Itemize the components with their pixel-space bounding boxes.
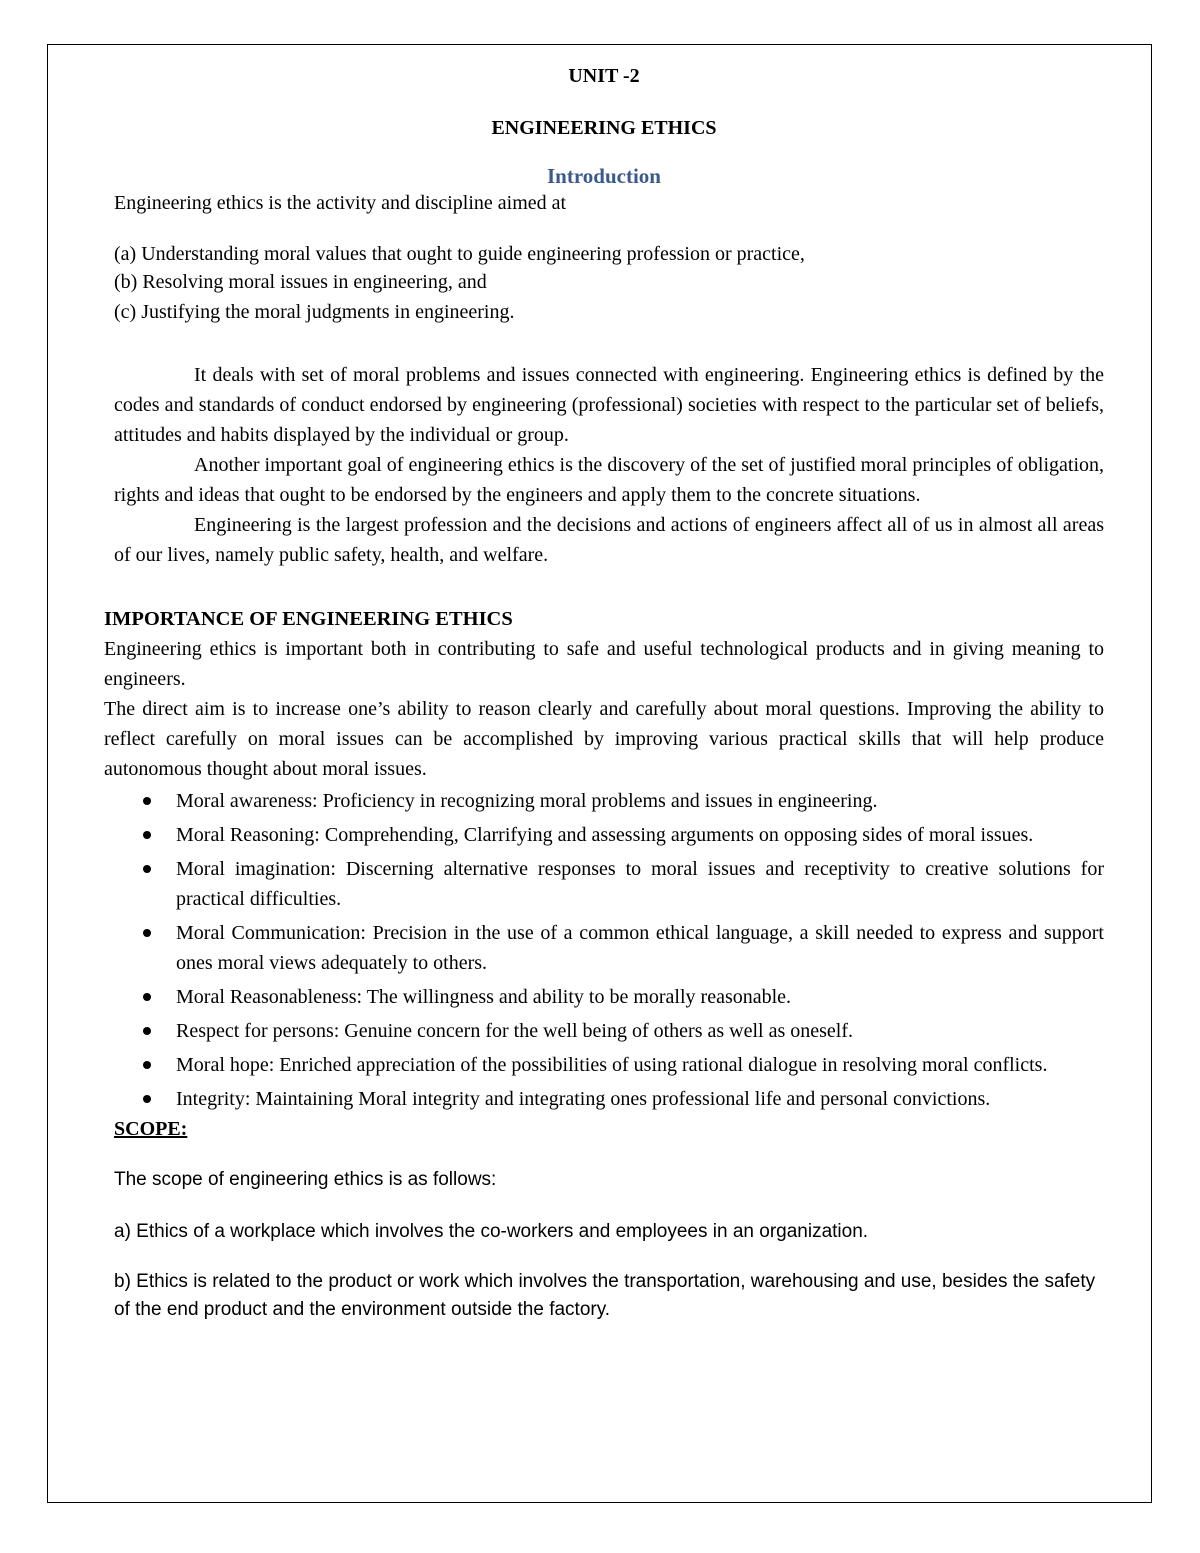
list-item [176, 820, 1104, 850]
importance-bullet-list [104, 786, 1104, 1114]
definition-item-b: (b) Resolving moral issues in engineering, and [114, 271, 487, 293]
intro-paragraph-3: Engineering is the largest profession and the decisions and actions of engineers affect all of us in almost all areas of our lives, namely public safety, health, and welfare. [114, 514, 1104, 566]
document-body [104, 56, 1104, 1324]
bullet-icon [143, 993, 151, 1001]
unit-title: UNIT -2 [568, 65, 640, 87]
definition-list [104, 240, 1104, 326]
list-item [176, 786, 1104, 816]
scope-heading: SCOPE: [114, 1118, 188, 1140]
bullet-icon [143, 1027, 151, 1035]
list-item [176, 1016, 1104, 1046]
bullet-icon [143, 831, 151, 839]
bullet-icon [143, 929, 151, 937]
scope-item-b: b) Ethics is related to the product or work which involves the transportation, warehousing and use, besides the safety of the end product and the environment outside the factory. [114, 1271, 1096, 1320]
bullet-icon [143, 1095, 151, 1103]
list-item [176, 982, 1104, 1012]
bullet-text: Moral imagination: Discerning alternative responses to moral issues and receptivity to creative solutions for practical difficulties. [176, 858, 1104, 910]
intro-paragraph-2: Another important goal of engineering ethics is the discovery of the set of justified moral principles of obligation, rights and ideas that ought to be endorsed by the engineers and apply them to the concrete situations. [114, 454, 1104, 506]
importance-heading: IMPORTANCE OF ENGINEERING ETHICS [104, 608, 513, 630]
list-item [176, 1050, 1104, 1080]
importance-paragraph-2: The direct aim is to increase one’s ability to reason clearly and carefully about moral questions. Improving the ability to reflect carefully on moral issues can be accomplished by improving various practical skills that will help produce autonomous thought about moral issues. [104, 698, 1104, 780]
list-item [176, 1084, 1104, 1114]
bullet-icon [143, 797, 151, 805]
bullet-text: Integrity: Maintaining Moral integrity and integrating ones professional life and personal convictions. [176, 1088, 991, 1110]
importance-paragraph-1: Engineering ethics is important both in contributing to safe and useful technological products and in giving meaning to engineers. [104, 638, 1104, 690]
bullet-text: Moral Communication: Precision in the use of a common ethical language, a skill needed to express and support ones moral views adequately to others. [176, 922, 1104, 974]
intro-paragraph-1: It deals with set of moral problems and issues connected with engineering. Engineering ethics is defined by the codes and standards of conduct endorsed by engineering (professional) societies with respect to the particular set of beliefs, attitudes and habits displayed by the individual or group. [114, 364, 1104, 446]
scope-item-a: a) Ethics of a workplace which involves the co-workers and employees in an organization. [114, 1221, 869, 1242]
list-item [176, 918, 1104, 978]
bullet-icon [143, 865, 151, 873]
bullet-text: Moral hope: Enriched appreciation of the possibilities of using rational dialogue in resolving moral conflicts. [176, 1054, 1048, 1076]
bullet-text: Moral Reasoning: Comprehending, Clarrifying and assessing arguments on opposing sides of moral issues. [176, 824, 1034, 846]
bullet-icon [143, 1061, 151, 1069]
scope-intro-text: The scope of engineering ethics is as follows: [114, 1169, 497, 1190]
intro-lead-text: Engineering ethics is the activity and discipline aimed at [114, 192, 567, 214]
definition-item-c: (c) Justifying the moral judgments in engineering. [114, 301, 515, 323]
list-item [176, 854, 1104, 914]
definition-item-a: (a) Understanding moral values that ought to guide engineering profession or practice, [114, 243, 805, 265]
bullet-text: Moral Reasonableness: The willingness and ability to be morally reasonable. [176, 986, 792, 1008]
bullet-text: Moral awareness: Proficiency in recognizing moral problems and issues in engineering. [176, 790, 878, 812]
introduction-heading: Introduction [547, 164, 661, 188]
document-title: ENGINEERING ETHICS [491, 117, 717, 139]
bullet-text: Respect for persons: Genuine concern for the well being of others as well as oneself. [176, 1020, 854, 1042]
